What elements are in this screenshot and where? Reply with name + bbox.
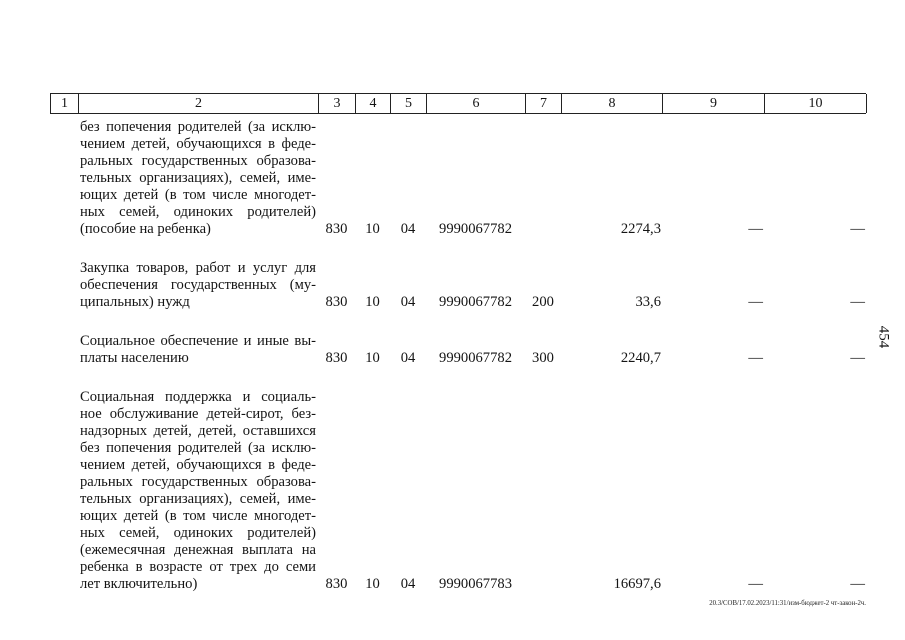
cell-column-9: — [748,221,763,237]
cell-column-10: — [850,350,865,366]
cell-section-code: 10 [365,350,380,366]
cell-description [78,119,318,238]
description-line: (пособие на ребенка) [80,221,211,237]
header-col-6: 6 [427,94,526,113]
cell-description [78,260,318,311]
table-body [50,119,866,593]
cell-description [78,333,318,367]
description-line: Закупка товаров, работ и услуг для [80,260,316,276]
description-line: платы населению [80,350,189,366]
description-line: чением детей, обучающихся в феде- [80,457,316,473]
cell-target-article-code: 9990067782 [439,221,512,237]
description-line: ных семей, одиноких родителей) [80,525,316,541]
description-line: (ежемесячная денежная выплата на [80,542,316,558]
cell-column-1 [50,221,78,238]
cell-section-code: 10 [365,294,380,310]
header-col-2: 2 [79,94,319,113]
description-line: ребенка в возрасте от трех до семи [80,559,316,575]
cell-target-article-code: 9990067782 [439,294,512,310]
cell-column-9: — [748,350,763,366]
header-col-10: 10 [765,94,867,113]
header-col-9: 9 [663,94,765,113]
cell-expense-type-code: 300 [532,350,554,366]
description-line: без попечения родителей (за исклю- [80,119,316,135]
cell-section-code: 10 [365,576,380,592]
description-line: ральных государственных образова- [80,474,316,490]
description-line: тельных организациях), семей, име- [80,170,316,186]
description-line: ное обслуживание детей-сирот, без- [80,406,316,422]
description-line: Социальное обеспечение и иные вы- [80,333,316,349]
cell-target-article-code: 9990067782 [439,350,512,366]
cell-department-code: 830 [325,221,348,237]
cell-department-code: 830 [325,576,348,592]
cell-column-10: — [850,221,865,237]
header-col-4: 4 [356,94,391,113]
cell-department-code: 830 [325,350,348,366]
cell-department-code: 830 [325,294,348,310]
cell-column-9: — [748,294,763,310]
description-line: ющих детей (в том числе многодет- [80,508,316,524]
cell-amount: 33,6 [635,294,661,310]
footer-document-code: 20.3/СОВ/17.02.2023/11:31/изм-бюджет-2 чт-закон-2ч. [709,600,866,607]
description-line: чением детей, обучающихся в феде- [80,136,316,152]
cell-column-1 [50,350,78,367]
cell-expense-type-code: 200 [532,294,554,310]
cell-section-code: 10 [365,221,380,237]
cell-amount: 16697,6 [613,576,661,592]
table-row [50,389,866,593]
description-line: надзорных детей, детей, оставшихся [80,423,316,439]
description-line: тельных организациях), семей, име- [80,491,316,507]
cell-column-1 [50,294,78,311]
table-row [50,119,866,238]
description-line: без попечения родителей (за исклю- [80,440,316,456]
cell-column-9: — [748,576,763,592]
header-col-7: 7 [526,94,562,113]
cell-target-article-code: 9990067783 [439,576,512,592]
cell-amount: 2274,3 [620,221,661,237]
cell-subsection-code: 04 [400,221,416,237]
table-row [50,333,866,367]
description-line: ющих детей (в том числе многодет- [80,187,316,203]
cell-subsection-code: 04 [400,350,416,366]
page-number: 454 [875,325,892,349]
description-line: ципальных) нужд [80,294,190,310]
cell-column-1 [50,576,78,593]
header-col-5: 5 [391,94,427,113]
description-line: Социальная поддержка и социаль- [80,389,316,405]
cell-column-10: — [850,576,865,592]
cell-subsection-code: 04 [400,294,416,310]
cell-description [78,389,318,593]
table-row [50,260,866,311]
cell-expense-type-code [525,221,561,238]
description-line: лет включительно) [80,576,198,592]
description-line: ральных государственных образова- [80,153,316,169]
cell-column-10: — [850,294,865,310]
cell-subsection-code: 04 [400,576,416,592]
header-col-3: 3 [319,94,356,113]
description-line: обеспечения государственных (му- [80,277,316,293]
cell-amount: 2240,7 [620,350,661,366]
table-header-row [50,93,866,114]
header-col-1: 1 [51,94,79,113]
header-col-8: 8 [562,94,663,113]
description-line: ных семей, одиноких родителей) [80,204,316,220]
cell-expense-type-code [525,576,561,593]
